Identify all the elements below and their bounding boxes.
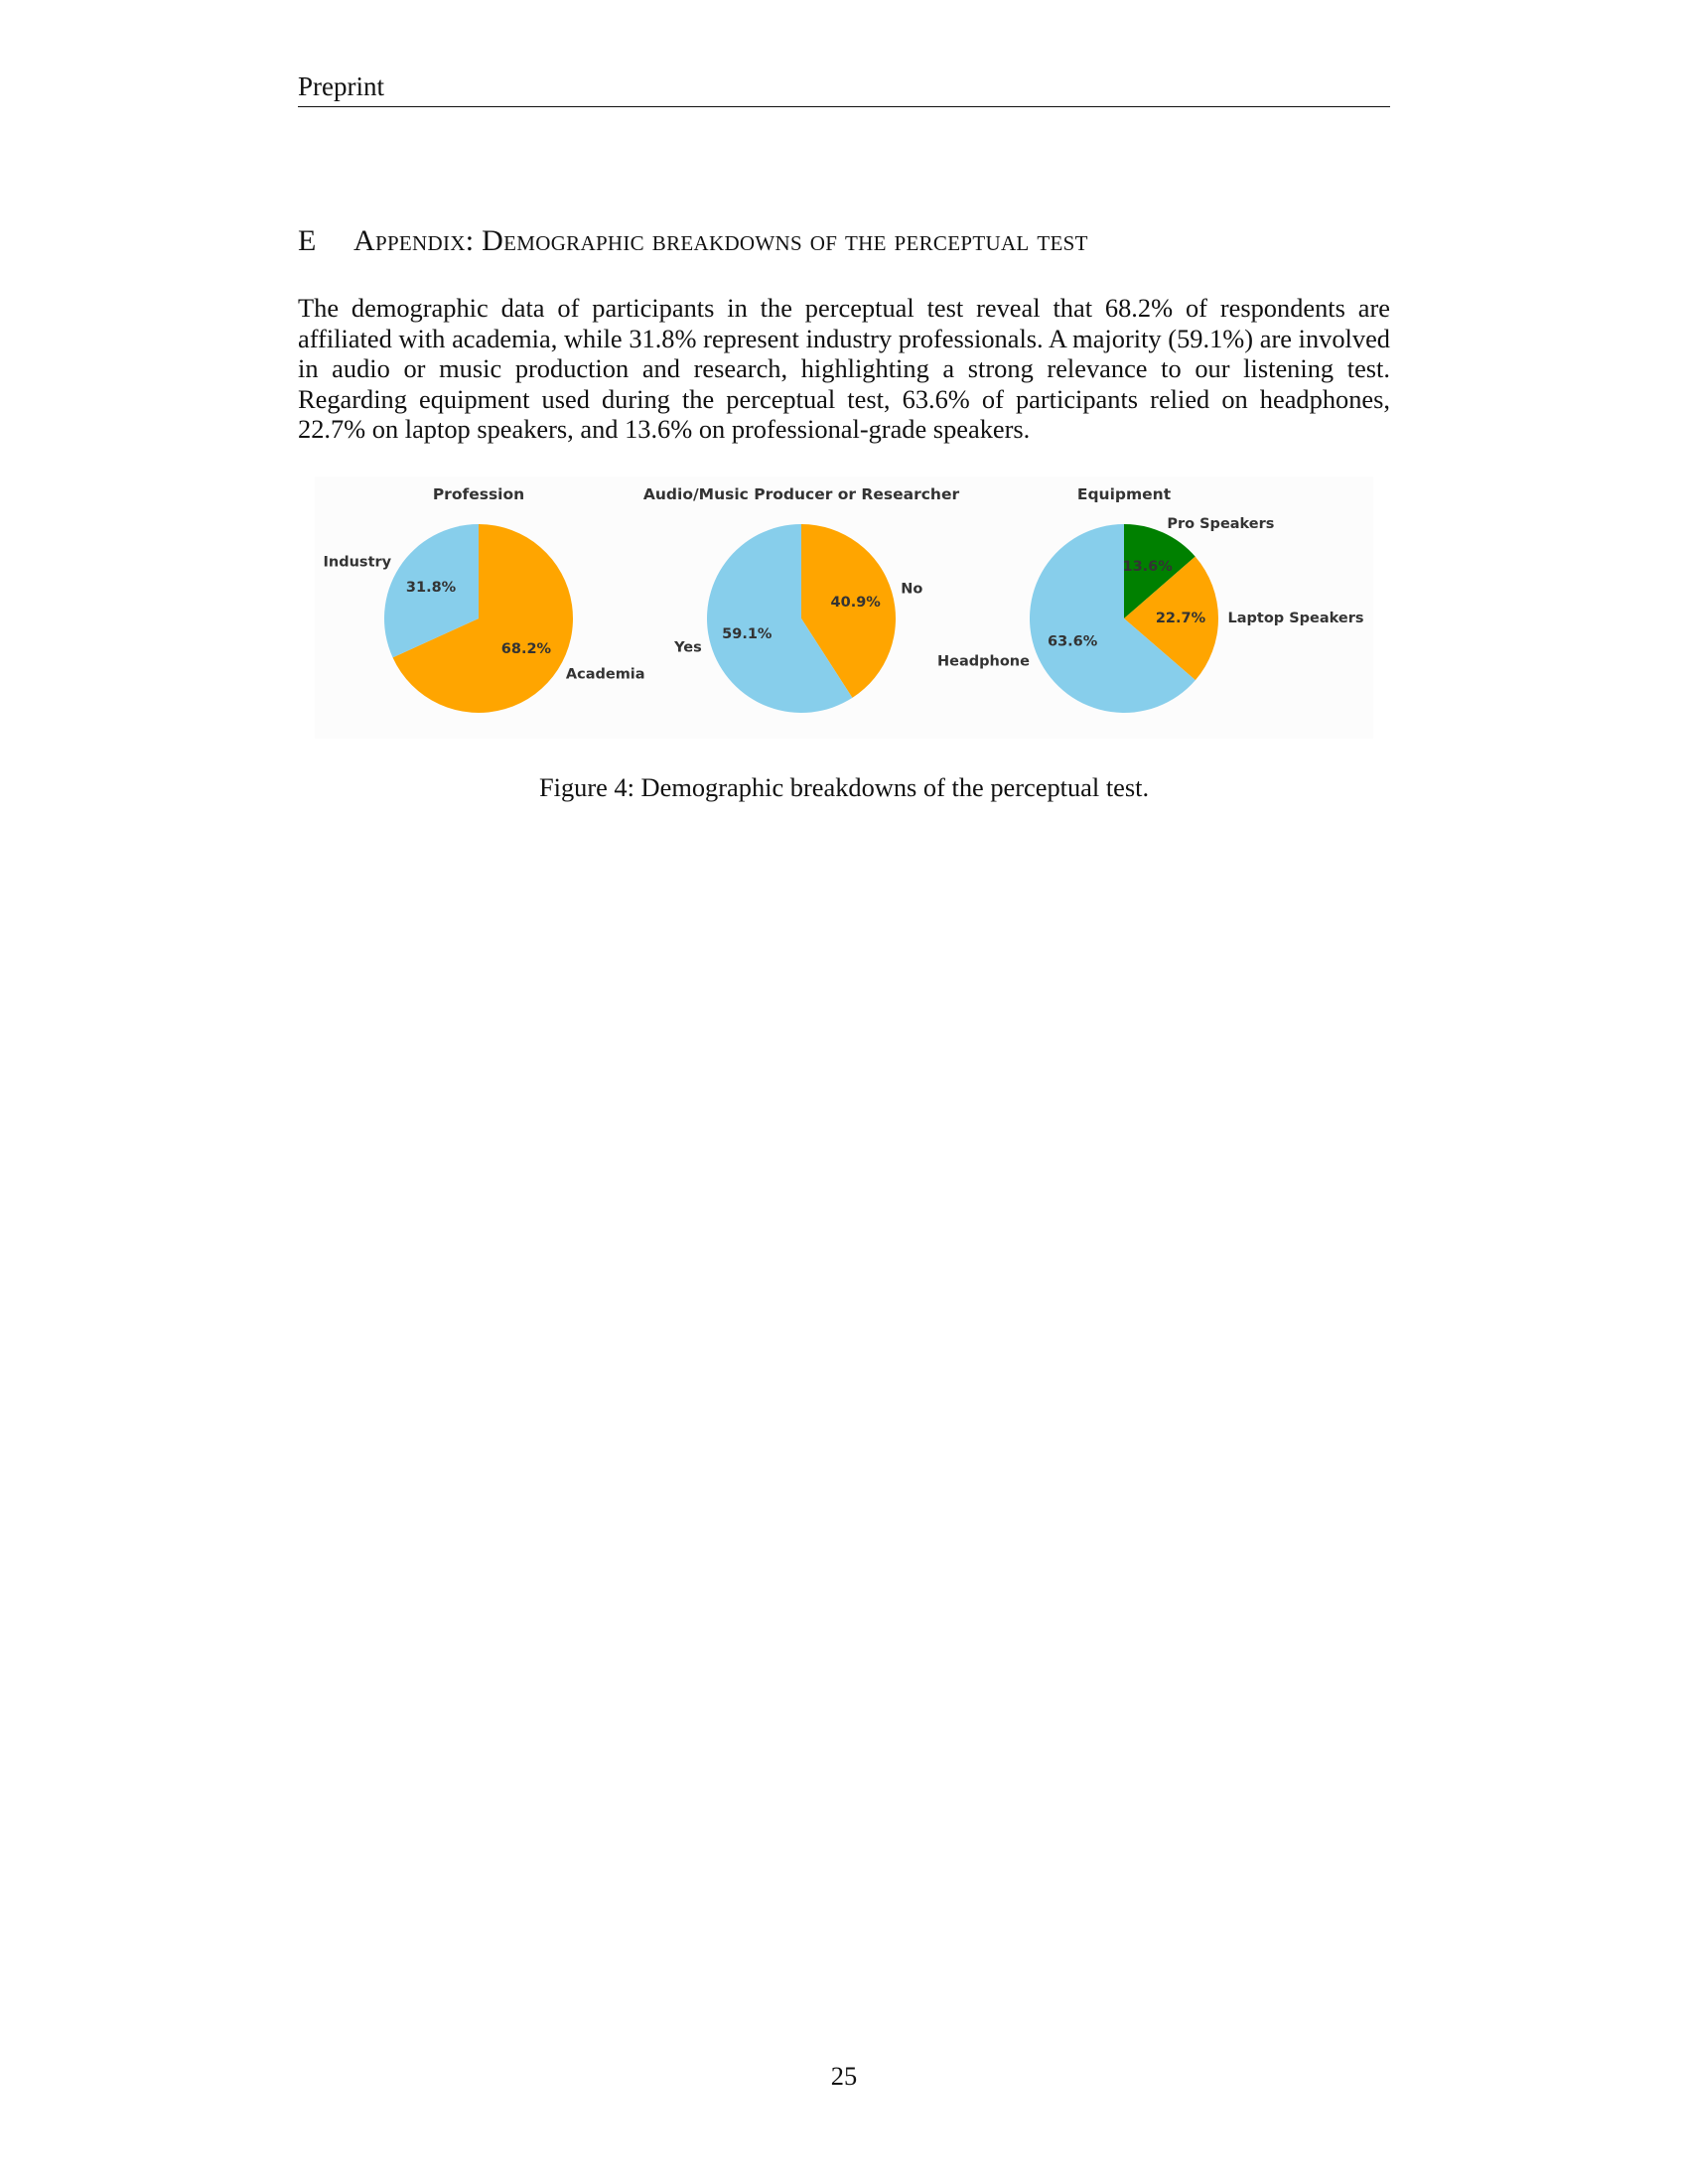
section-number: E xyxy=(298,224,317,257)
slice-label: Pro Speakers xyxy=(1167,515,1275,532)
pie-chart-profession xyxy=(324,485,645,713)
section-heading xyxy=(298,223,1390,259)
section-title: Appendix: Demographic breakdowns of the perceptual test xyxy=(353,224,1088,257)
percent-label: 40.9% xyxy=(830,594,881,611)
chart-title: Profession xyxy=(432,485,525,503)
page-number: 25 xyxy=(830,2061,858,2091)
percent-label: 13.6% xyxy=(1122,559,1173,576)
header-rule xyxy=(298,106,1390,107)
percent-label: 31.8% xyxy=(405,580,457,597)
chart-title: Equipment xyxy=(1076,485,1172,503)
percent-label: 68.2% xyxy=(500,640,552,657)
pie-chart-equipment xyxy=(937,485,1364,713)
slice-label: Yes xyxy=(674,639,702,656)
slice-label: Headphone xyxy=(937,653,1030,670)
figure-demographics xyxy=(315,477,1373,739)
percent-label: 22.7% xyxy=(1155,610,1206,626)
percent-label: 59.1% xyxy=(722,626,773,643)
figure-caption: Figure 4: Demographic breakdowns of the perceptual test. xyxy=(538,772,1150,802)
slice-label: No xyxy=(901,581,923,598)
pie-chart-producer xyxy=(643,485,960,713)
pie-charts xyxy=(315,477,1373,739)
slice-label: Industry xyxy=(323,554,392,571)
chart-title: Audio/Music Producer or Researcher xyxy=(642,485,960,503)
percent-label: 63.6% xyxy=(1048,633,1098,650)
body-paragraph: The demographic data of participants in the perceptual test reveal that 68.2% of respondents are affiliated with academia, while 31.8% represent industry professionals. A majority (59.1%) are involved in audio or music production and research, highlighting a strong relevance to our listening test. Regarding equipment used during the perceptual test, 63.6% of participants relied on headphones, 22.7% on laptop speakers, and 13.6% on professional-grade speakers. xyxy=(298,293,1390,445)
slice-label: Academia xyxy=(565,666,645,683)
slice-label: Laptop Speakers xyxy=(1227,610,1364,626)
running-head: Preprint xyxy=(298,71,384,101)
